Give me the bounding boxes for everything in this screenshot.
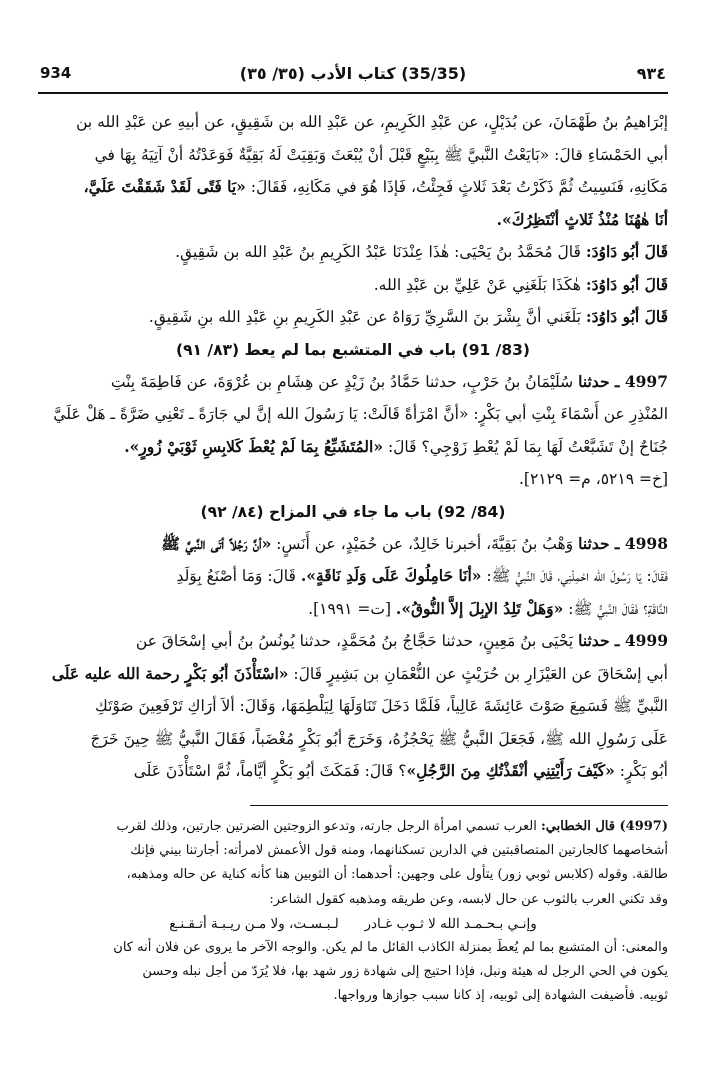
page-header: [38, 60, 668, 100]
text-line: أبي إسْحَاقَ عن العَيْزَارِ بن حُرَيْثٍ عن النُّعْمَانِ بن بَشِيرٍ قَالَ: «اسْتَأْذَنَ أبُو بَكْرٍ رحمة الله عليه عَلَى: [51, 663, 668, 683]
footnote-divider: [250, 805, 668, 806]
running-title: (35/35) كتاب الأدب (٣٥/ ٣٥): [239, 64, 467, 83]
footnote-line: أشخاصهما كالجارتين المتصاقبتين في الدارين تسكنانهما، ومنه قول الأعمش لامرأته: أجارتنا بيني فإنك: [130, 843, 668, 859]
footnote-line: طالقة. وقوله (كلابس ثوبي زور) يتأول على وجهين: أحدهما: أن الثوبين هنا كأنه كناية عن حاله ومذهبه،: [126, 867, 668, 883]
footnote-label: (4997) قال الخطابي:: [540, 819, 668, 834]
text-line: مَكَانِهِ، فَنَسِيتُ ثُمَّ ذَكَرْتُ بَعْدَ ثَلاثٍ فَجِئْتُ، فَإذَا هُوَ في مَكَانِهِ، فَقَالَ: «يَا فَتًى لَقَدْ شَقَقْتَ عَلَيَّ،: [83, 177, 668, 196]
abu-dawud-remark: قَالَ أبُو دَاوُدَ: هٰكَذَا بَلَغَنِي عَنْ عَلِيِّ بن عَبْدِ الله.: [373, 274, 668, 294]
footnotes: [38, 815, 668, 1009]
text-line: النَّاقَةِ؟ فَقَالَ النَّبيُّ ﷺ: «وَهَلْ تَلِدُ الإبِلَ إلاَّ النُّوقُ». [ت= ١٩٩١].: [308, 598, 668, 618]
footnote-line: وقد تكني العرب بالثوب عن حال لابسه، وعن طريقه ومذهبه كقول الشاعر:: [269, 891, 668, 907]
main-text: [38, 106, 668, 788]
page-number-latin: 934: [40, 64, 72, 82]
text-line: إبْرَاهيمُ بنُ طَهْمَانَ، عن بُدَيْلٍ، عن عَبْدِ الكَرِيمِ، عن عَبْدِ الله بن شَقِيقٍ، عن أبيهِ عن عَبْدِ الله بن: [76, 113, 668, 131]
text-line: المُنْذِرِ عن أَسْمَاءَ بِنْتِ أبي بَكْرٍ: «أنَّ امْرَأةً قَالَتْ: يَا رَسُولَ الله إنَّ لي جَارَةً ـ تَعْنِي ضَرَّةً ـ هَلْ عَلَيَّ: [53, 405, 668, 423]
hadith-quote: «المُتَشَبِّعُ بِمَا لَمْ يُعْطَ كَلابِسِ ثَوْبَيْ زُورٍ».: [124, 436, 384, 456]
footnote-line: والمعنى: أن المتشبع بما لم يُعطَ بمنزلة الكاذب القائل ما لم يكن. والوجه الآخر ما يروى عن فلان أنه كان: [113, 940, 668, 956]
text-line: جُنَاحٌ إنْ تَشَبَّعْتُ لَهَا بِمَا لَمْ يُعْطِ زَوْجِي؟ قَالَ: «المُتَشَبِّعُ بِمَا لَمْ يُعْطَ كَلابِسِ ثَوْبَيْ زُورٍ».: [124, 436, 668, 456]
text-line: أنَا هٰهُنَا مُنْذُ ثَلاثٍ أنْتَظِرُكَ».: [496, 209, 668, 229]
text-line: أبي الحَمْسَاءِ قالَ: «بَايَعْتُ النَّبيَّ ﷺ بِبَيْعٍ قَبْلَ أنْ يُبْعَثَ وَبَقِيَتْ لَهُ بَقِيَّةٌ فَوَعَدْتُهُ أنْ آتِيَهُ بِهَا في: [94, 145, 668, 164]
text-line: عَلَى رَسُولِ الله ﷺ، فَجَعَلَ النَّبيُّ ﷺ يَحْجُزُهُ، وَخَرَجَ أبُو بَكْرٍ مُغْضَباً، فَقَالَ النَّبيُّ ﷺ حِينَ خَرَجَ: [90, 729, 668, 748]
abu-dawud-remark: قَالَ أبُو دَاوُدَ: بَلَغَني أنَّ بِشْرَ بنَ السَّرِيِّ رَوَاهُ عن عَبْدِ الكَرِيمِ بنِ عَبْدِ الله بنِ شَقِيقٍ.: [148, 307, 668, 326]
chapter-heading: (83/ 91) باب في المتشبع بما لم يعط (٨٣/ ٩١): [175, 340, 530, 359]
hadith-4999: 4999 ـ حدثنا يَحْيَى بنُ مَعِينٍ، حدثنا حَجَّاجُ بنُ مُحَمَّدٍ، حدثنا يُونُسُ بنُ أبي إسْحَاقَ عن: [135, 631, 668, 650]
chapter-heading: (84/ 92) باب ما جاء في المزاح (٨٤/ ٩٢): [200, 502, 506, 521]
hadith-quote: «يَا فَتًى لَقَدْ شَقَقْتَ عَلَيَّ،: [83, 177, 246, 196]
abu-dawud-remark: قَالَ أبُو دَاوُدَ: قَالَ مُحَمَّدُ بنُ يَحْيَى: هٰذَا عِنْدَنَا عَبْدُ الكَرِيمِ بنُ عَبْدِ الله بن شَقِيقٍ.: [175, 242, 668, 261]
takhrij-reference: [ت= ١٩٩١].: [308, 599, 396, 618]
text-line: النَّبيِّ ﷺ فَسَمِعَ صَوْتَ عَائِشَةَ عَالِياً، فَلَمَّا دَخَلَ تَنَاوَلَهَا لِيَلْطِمَهَا، وَقَالَ: ألاَ أرَاكِ تَرْفَعِينَ صَوْتَكِ: [95, 697, 668, 715]
header-divider: [38, 92, 668, 94]
footnote-line: (4997) قال الخطابي: العرب تسمي امرأة الرجل جارته، وتدعو الزوجتين الضرتين جارتين، وذلك لقرب: [116, 819, 668, 834]
page-number-arabic: ٩٣٤: [636, 64, 666, 83]
takhrij-reference: [خ= ٥٢١٩، م= ٢١٢٩].: [518, 470, 668, 488]
hadith-4998: 4998 ـ حدثنا وَهْبُ بنُ بَقِيَّةَ، أخبرنا خَالِدٌ، عن حُمَيْدٍ، عن أَنَسٍ: «أنَّ رَجُلاً أتَى النَّبيَّ ﷺ: [161, 533, 668, 553]
footnote-line: يكون في الحي الرجل له هيئة ونبل، فإذا احتيج إلى شهادة زور شهد بها، فلا يُرَدّ من أجل نبله وحسن: [142, 964, 668, 980]
text-line: فَقَالَ: يَا رَسُولَ الله احْمِلْنِي، قَالَ النَّبيُّ ﷺ: «أنَا حَامِلُوكَ عَلَى وَلَدِ نَاقَةٍ». قَالَ: وَمَا أصْنَعُ بِوَلَدِ: [176, 566, 668, 585]
text-line: أبُو بَكْرٍ: «كَيْفَ رَأَيْتِنِي أنْقَذْتُكِ مِنَ الرَّجُلِ»؟ قَالَ: فَمَكَثَ أبُو بَكْرٍ أيَّاماً، ثُمَّ اسْتَأْذَنَ عَلَى: [133, 761, 668, 780]
hadith-4997: 4997 ـ حدثنا سُلَيْمَانُ بنُ حَرْبٍ، حدثنا حَمَّادُ بنُ زَيْدٍ عن هِشَامِ بن عُرْوَةَ، عن فَاطِمَةَ بِنْتِ: [110, 371, 668, 391]
poetry-verse: وإنـي بـحـمـد الله لا ثـوب غـادر لـبـسـت، ولا مـن ريـبـة أتـقـنـع: [169, 915, 537, 932]
footnote-line: ثوبيه. فأضيفت الشهادة إلى ثوبيه، إذ كانا سبب جوازها ورواجها.: [333, 988, 668, 1004]
